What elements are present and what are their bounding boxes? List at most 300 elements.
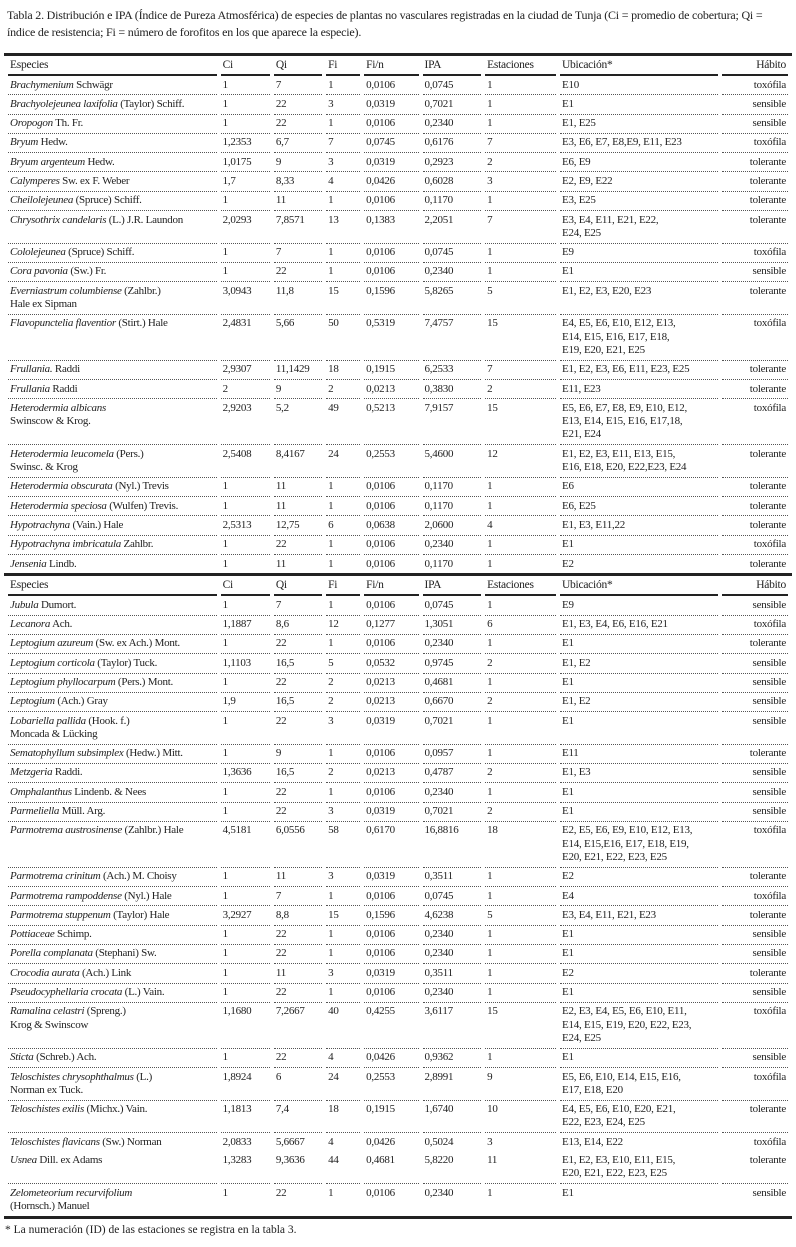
species-name: Cololejeunea [10, 246, 66, 259]
table-row [8, 822, 788, 868]
estaciones-cell: 7 [485, 134, 556, 153]
ci-cell: 1 [221, 95, 270, 114]
qi-cell: 22 [274, 635, 322, 654]
fi-cell: 2 [326, 693, 360, 712]
species-name: Bryum argenteum [10, 155, 85, 168]
species-name: Sematophyllum subsimplex [10, 747, 124, 760]
species-authority: (Spreng.) Krog & Swinscow [10, 1005, 126, 1031]
ipa-cell: 7,4757 [423, 315, 482, 361]
habito-cell: toxófila [722, 887, 788, 906]
habito-cell: toxófila [722, 134, 788, 153]
ipa-cell: 0,7021 [423, 712, 482, 745]
ipa-cell: 0,3511 [423, 868, 482, 887]
fi-n-cell: 0,0106 [364, 596, 418, 615]
species-authority: (Hedw.) Mitt. [123, 747, 183, 760]
table-row [8, 95, 788, 114]
estaciones-cell: 1 [485, 244, 556, 263]
ubicacion-cell: E1, E25 [560, 115, 718, 134]
qi-cell: 11 [274, 868, 322, 887]
ipa-cell: 4,6238 [423, 906, 482, 925]
fi-n-cell: 0,0106 [364, 76, 418, 95]
ci-cell: 2,5408 [221, 445, 270, 478]
fi-cell: 1 [328, 1186, 334, 1199]
fi-n-cell: 0,0106 [364, 926, 418, 945]
ipa-cell: 0,2340 [423, 635, 482, 654]
species-name: Cora pavonia [10, 265, 68, 278]
species-authority: (Pers.) Swinsc. & Krog [10, 447, 144, 474]
species-name: Zelometeorium recurvifolium [10, 1186, 133, 1199]
ubicacion-cell: E1, E2 [560, 693, 718, 712]
ci-cell: 1,1887 [221, 616, 270, 635]
fi-n-cell: 0,0106 [364, 745, 418, 764]
estaciones-cell: 1 [485, 964, 556, 983]
fi-cell: 2 [326, 674, 360, 693]
species-cell [8, 1049, 217, 1068]
ipa-cell: 0,5024 [424, 1135, 454, 1148]
fi-n-cell: 0,0106 [364, 536, 418, 555]
estaciones-cell: 10 [485, 1101, 556, 1134]
habito-cell: toxófila [722, 315, 788, 361]
header-especies: Especies [8, 576, 217, 596]
fi-n-cell: 0,0319 [364, 868, 418, 887]
header-ubicacion: Ubicación* [560, 56, 718, 76]
qi-cell: 7 [274, 887, 322, 906]
fi-cell: 4 [326, 1049, 360, 1068]
fi-cell: 18 [326, 361, 360, 380]
fi-cell: 50 [326, 315, 360, 361]
fi-n-cell: 0,0106 [364, 945, 418, 964]
table-row [8, 745, 788, 764]
species-cell [8, 803, 217, 822]
species-name: Porella complanata [10, 947, 93, 960]
fi-cell: 2 [326, 380, 360, 399]
fi-cell: 40 [326, 1003, 360, 1049]
habito-cell: sensible [722, 674, 788, 693]
species-name: Heterodermia speciosa [10, 499, 107, 512]
species-name: Pseudocyphellaria crocata [10, 986, 123, 999]
fi-cell: 1 [326, 887, 360, 906]
table-row [8, 1133, 788, 1151]
species-name: Frullania. [10, 363, 53, 376]
fi-cell: 3 [326, 803, 360, 822]
species-authority: (Zahlbr.) Hale ex Sipman [10, 284, 161, 311]
header-fi: Fi [326, 576, 360, 596]
ipa-cell: 1,6740 [423, 1101, 482, 1134]
species-cell [8, 95, 217, 114]
species-name: Chrysothrix candelaris [10, 213, 107, 226]
species-name: Lecanora [10, 618, 51, 631]
estaciones-cell: 5 [485, 282, 556, 315]
ipa-cell: 0,1170 [423, 497, 482, 516]
header-fi-n: Fi/n [364, 56, 418, 76]
species-authority: (Spruce) Schiff. [65, 246, 135, 259]
table-row [8, 134, 788, 153]
table-row [8, 945, 788, 964]
species-name: Flavopunctelia flaventior [10, 317, 116, 330]
table-row [8, 1068, 788, 1101]
estaciones-cell: 2 [485, 693, 556, 712]
fi-cell: 49 [326, 399, 360, 445]
header-fi: Fi [326, 56, 360, 76]
species-authority: Schimp. [54, 928, 92, 941]
species-authority: Swinscow & Krog. [10, 415, 91, 428]
fi-cell: 24 [326, 445, 360, 478]
qi-cell: 7 [274, 596, 322, 615]
ubicacion-cell: E1 [560, 803, 718, 822]
fi-n-cell: 0,0213 [364, 764, 418, 783]
ipa-cell: 0,2340 [423, 263, 482, 282]
habito-cell: toxófila [722, 822, 788, 868]
qi-cell: 9,3636 [274, 1152, 322, 1185]
header-qi: Qi [274, 56, 322, 76]
table-row [8, 635, 788, 654]
species-name: Jubula [10, 598, 39, 611]
fi-n-cell: 0,4255 [364, 1003, 418, 1049]
species-cell [8, 712, 217, 745]
species-authority: (Sw.) Norman [99, 1135, 162, 1148]
habito-cell: toxófila [722, 399, 788, 445]
species-authority: Sw. ex F. Weber [59, 174, 130, 187]
species-cell [8, 616, 217, 635]
ubicacion-cell: E2, E3, E4, E5, E6, E10, E11, E14, E15, E19, E20, E22, E23, E24, E25 [560, 1003, 718, 1049]
species-authority: (Ach.) M. Choisy [100, 870, 177, 883]
estaciones-cell: 1 [485, 115, 556, 134]
ubicacion-cell: E3, E4, E11, E21, E23 [560, 906, 718, 925]
fi-n-cell: 0,4681 [364, 1152, 418, 1185]
header-habito: Hábito [722, 576, 788, 596]
ipa-cell: 0,2340 [423, 115, 482, 134]
species-name: Lobariella pallida [10, 714, 86, 727]
estaciones-cell: 1 [485, 945, 556, 964]
species-cell [8, 536, 217, 555]
qi-cell: 8,6 [274, 616, 322, 635]
estaciones-cell: 3 [487, 1135, 493, 1148]
header-ipa: IPA [423, 576, 482, 596]
species-cell [8, 984, 217, 1003]
habito-cell: tolerante [722, 635, 788, 654]
qi-cell: 5,2 [274, 399, 322, 445]
ipa-cell: 5,4600 [423, 445, 482, 478]
species-cell [8, 1184, 217, 1216]
estaciones-cell: 1 [485, 478, 556, 497]
habito-cell: sensible [722, 654, 788, 673]
estaciones-cell: 2 [485, 654, 556, 673]
fi-n-cell: 0,0106 [364, 115, 418, 134]
table-row [8, 868, 788, 887]
species-cell [8, 926, 217, 945]
habito-cell: tolerante [722, 172, 788, 191]
ci-cell: 1 [221, 984, 270, 1003]
ci-cell: 1 [221, 263, 270, 282]
species-cell [8, 906, 217, 925]
ci-cell: 2,0833 [222, 1135, 252, 1148]
qi-cell: 6,7 [274, 134, 322, 153]
species-authority: Zahlbr. [121, 538, 154, 551]
table-row [8, 282, 788, 315]
fi-cell: 1 [326, 536, 360, 555]
qi-cell: 22 [275, 1186, 287, 1199]
species-name: Ramalina celastri [10, 1005, 85, 1018]
table-row [8, 674, 788, 693]
fi-cell: 1 [326, 596, 360, 615]
fi-n-cell: 0,0106 [364, 244, 418, 263]
qi-cell: 11 [274, 478, 322, 497]
species-cell [8, 868, 217, 887]
ipa-cell: 1,3051 [423, 616, 482, 635]
estaciones-cell: 1 [485, 674, 556, 693]
species-cell [8, 964, 217, 983]
qi-cell: 11 [275, 557, 286, 570]
ci-cell: 3,2927 [221, 906, 270, 925]
ipa-cell: 0,7021 [423, 95, 482, 114]
fi-n-cell: 0,0426 [364, 172, 418, 191]
fi-cell: 4 [328, 1135, 334, 1148]
fi-n-cell: 0,5319 [364, 315, 418, 361]
qi-cell: 5,6667 [275, 1135, 305, 1148]
ubicacion-cell: E1 [560, 926, 718, 945]
table-row [8, 1184, 788, 1216]
fi-cell: 3 [326, 95, 360, 114]
table-row [8, 654, 788, 673]
table-row [8, 1152, 788, 1185]
habito-cell: sensible [722, 803, 788, 822]
table-row [8, 1003, 788, 1049]
species-cell [8, 361, 217, 380]
species-authority: (Pers.) Mont. [115, 676, 174, 688]
habito-cell: tolerante [722, 745, 788, 764]
species-authority: Dumort. [38, 598, 77, 611]
estaciones-cell: 18 [485, 822, 556, 868]
fi-cell: 15 [326, 906, 360, 925]
species-cell [8, 1068, 217, 1101]
species-name: Hypotrachyna imbricatula [10, 538, 122, 551]
species-authority: (Taylor) Tuck. [94, 656, 158, 669]
ipa-cell: 5,8265 [423, 282, 482, 315]
species-name: Leptogium corticola [10, 656, 95, 669]
qi-cell: 7 [274, 76, 322, 95]
habito-cell: tolerante [722, 211, 788, 244]
habito-cell: sensible [722, 984, 788, 1003]
species-cell [8, 315, 217, 361]
table-row [8, 172, 788, 191]
species-cell [8, 497, 217, 516]
habito-cell: sensible [722, 596, 788, 615]
species-authority: Raddi. [52, 766, 83, 779]
ubicacion-cell: E1 [560, 674, 718, 693]
species-authority: (Wulfen) Trevis. [106, 499, 179, 512]
species-cell [8, 134, 217, 153]
fi-n-cell: 0,0638 [364, 516, 418, 535]
fi-n-cell: 0,2553 [364, 1068, 418, 1101]
species-authority: (Stirt.) Hale [115, 317, 168, 330]
fi-n-cell: 0,0106 [364, 635, 418, 654]
species-authority: (L.) Norman ex Tuck. [10, 1070, 152, 1096]
fi-n-cell: 0,0106 [364, 478, 418, 497]
ubicacion-cell: E13, E14, E22 [561, 1135, 623, 1148]
estaciones-cell: 1 [485, 635, 556, 654]
fi-n-cell: 0,0426 [366, 1135, 395, 1148]
fi-n-cell: 0,0213 [364, 674, 418, 693]
table-row [8, 964, 788, 983]
ci-cell: 4,5181 [221, 822, 270, 868]
qi-cell: 11 [274, 192, 322, 211]
estaciones-cell: 1 [485, 984, 556, 1003]
ubicacion-cell: E1, E3, E4, E6, E16, E21 [560, 616, 718, 635]
qi-cell: 22 [274, 674, 322, 693]
habito-cell: tolerante [722, 380, 788, 399]
estaciones-cell: 2 [485, 764, 556, 783]
species-cell [8, 887, 217, 906]
ci-cell: 1 [221, 945, 270, 964]
habito-cell: tolerante [749, 557, 786, 570]
qi-cell: 7,2667 [274, 1003, 322, 1049]
ubicacion-cell: E1 [560, 95, 718, 114]
ipa-cell: 0,3511 [423, 964, 482, 983]
ipa-cell: 0,0957 [423, 745, 482, 764]
species-cell [8, 115, 217, 134]
species-authority: (L.) Vain. [122, 986, 165, 999]
ci-cell: 2 [221, 380, 270, 399]
species-authority: Ach. [50, 618, 73, 631]
ci-cell: 1,3636 [221, 764, 270, 783]
table-row [8, 115, 788, 134]
ci-cell: 1,9 [221, 693, 270, 712]
habito-cell: tolerante [722, 153, 788, 172]
fi-n-cell: 0,0106 [366, 1186, 395, 1199]
species-name: Heterodermia obscurata [10, 480, 113, 493]
ubicacion-cell: E4, E5, E6, E10, E20, E21, E22, E23, E24, E25 [560, 1101, 718, 1134]
ci-cell: 1 [221, 868, 270, 887]
ubicacion-cell: E10 [560, 76, 718, 95]
ubicacion-cell: E1 [560, 945, 718, 964]
table-row [8, 616, 788, 635]
qi-cell: 6,0556 [274, 822, 322, 868]
table-row [8, 244, 788, 263]
qi-cell: 22 [274, 803, 322, 822]
table-row [8, 887, 788, 906]
estaciones-cell: 1 [485, 926, 556, 945]
estaciones-cell: 1 [485, 95, 556, 114]
qi-cell: 22 [274, 536, 322, 555]
fi-cell: 13 [326, 211, 360, 244]
species-name: Usnea [10, 1154, 37, 1167]
estaciones-cell: 1 [485, 783, 556, 802]
habito-cell: tolerante [722, 282, 788, 315]
fi-n-cell: 0,1915 [364, 361, 418, 380]
ubicacion-cell: E1 [560, 635, 718, 654]
species-cell [8, 445, 217, 478]
species-name: Oropogon [10, 117, 53, 130]
species-authority: (Spruce) Schiff. [73, 194, 142, 207]
ubicacion-cell: E4 [560, 887, 718, 906]
fi-cell: 1 [326, 783, 360, 802]
ci-cell: 1,8924 [221, 1068, 270, 1101]
ipa-cell: 16,8816 [423, 822, 482, 868]
qi-cell: 5,66 [274, 315, 322, 361]
estaciones-cell: 1 [485, 887, 556, 906]
ipa-cell: 0,4681 [423, 674, 482, 693]
species-authority: Th. Fr. [52, 117, 84, 130]
species-authority: Müll. Arg. [59, 805, 106, 818]
fi-n-cell: 0,0213 [364, 693, 418, 712]
fi-cell: 12 [326, 616, 360, 635]
estaciones-cell: 1 [487, 557, 493, 570]
estaciones-cell: 1 [485, 596, 556, 615]
qi-cell: 7,4 [274, 1101, 322, 1134]
ci-cell: 2,0293 [221, 211, 270, 244]
qi-cell: 7,8571 [274, 211, 322, 244]
table-row [8, 783, 788, 802]
species-cell [8, 654, 217, 673]
species-authority: (Nyl.) Hale [121, 889, 172, 902]
ipa-cell: 0,3830 [423, 380, 482, 399]
species-cell [8, 172, 217, 191]
species-name: Metzgeria [10, 766, 53, 779]
fi-cell: 1 [328, 557, 334, 570]
ipa-cell: 0,2340 [423, 536, 482, 555]
ipa-cell: 0,9362 [423, 1049, 482, 1068]
fi-cell: 1 [326, 115, 360, 134]
species-cell [8, 693, 217, 712]
species-cell [8, 399, 217, 445]
species-name: Hypotrachyna [10, 518, 70, 531]
species-authority: (Ach.) Link [79, 966, 132, 979]
fi-cell: 1 [326, 497, 360, 516]
ci-cell: 1 [221, 192, 270, 211]
ipa-cell: 0,1170 [424, 557, 453, 570]
species-name: Parmotrema rampoddense [10, 889, 122, 902]
ci-cell: 1,1680 [221, 1003, 270, 1049]
table-row [8, 516, 788, 535]
estaciones-cell: 1 [485, 745, 556, 764]
ubicacion-cell: E3, E6, E7, E8,E9, E11, E23 [560, 134, 718, 153]
ipa-cell: 0,7021 [423, 803, 482, 822]
qi-cell: 22 [274, 984, 322, 1003]
species-name: Calymperes [10, 174, 60, 187]
ci-cell: 1 [221, 596, 270, 615]
estaciones-cell: 7 [485, 211, 556, 244]
species-authority: (Zahlbr.) Hale [122, 824, 184, 837]
qi-cell: 8,33 [274, 172, 322, 191]
ubicacion-cell: E11 [560, 745, 718, 764]
species-name: Teloschistes chrysophthalmus [10, 1070, 134, 1083]
header-row [8, 576, 788, 596]
estaciones-cell: 2 [485, 153, 556, 172]
species-cell [8, 596, 217, 615]
ipa-cell: 0,1170 [423, 478, 482, 497]
estaciones-cell: 1 [485, 497, 556, 516]
estaciones-cell: 2 [485, 803, 556, 822]
ci-cell: 1 [221, 244, 270, 263]
header-especies: Especies [8, 56, 217, 76]
fi-n-cell: 0,0319 [364, 712, 418, 745]
estaciones-cell: 1 [485, 712, 556, 745]
qi-cell: 9 [274, 745, 322, 764]
ipa-cell: 0,0745 [423, 596, 482, 615]
species-authority: (Taylor) Hale [110, 908, 170, 921]
ci-cell: 1 [222, 557, 228, 570]
species-name: Teloschistes exilis [10, 1103, 84, 1116]
species-authority: (L.) J.R. Laundon [106, 213, 184, 226]
ubicacion-cell: E1 [560, 984, 718, 1003]
table-row [8, 315, 788, 361]
ci-cell: 1 [221, 76, 270, 95]
header-ci: Ci [221, 56, 270, 76]
header-habito: Hábito [722, 56, 788, 76]
ubicacion-cell: E1, E3 [560, 764, 718, 783]
qi-cell: 22 [274, 95, 322, 114]
species-table-part-2 [4, 573, 792, 1218]
